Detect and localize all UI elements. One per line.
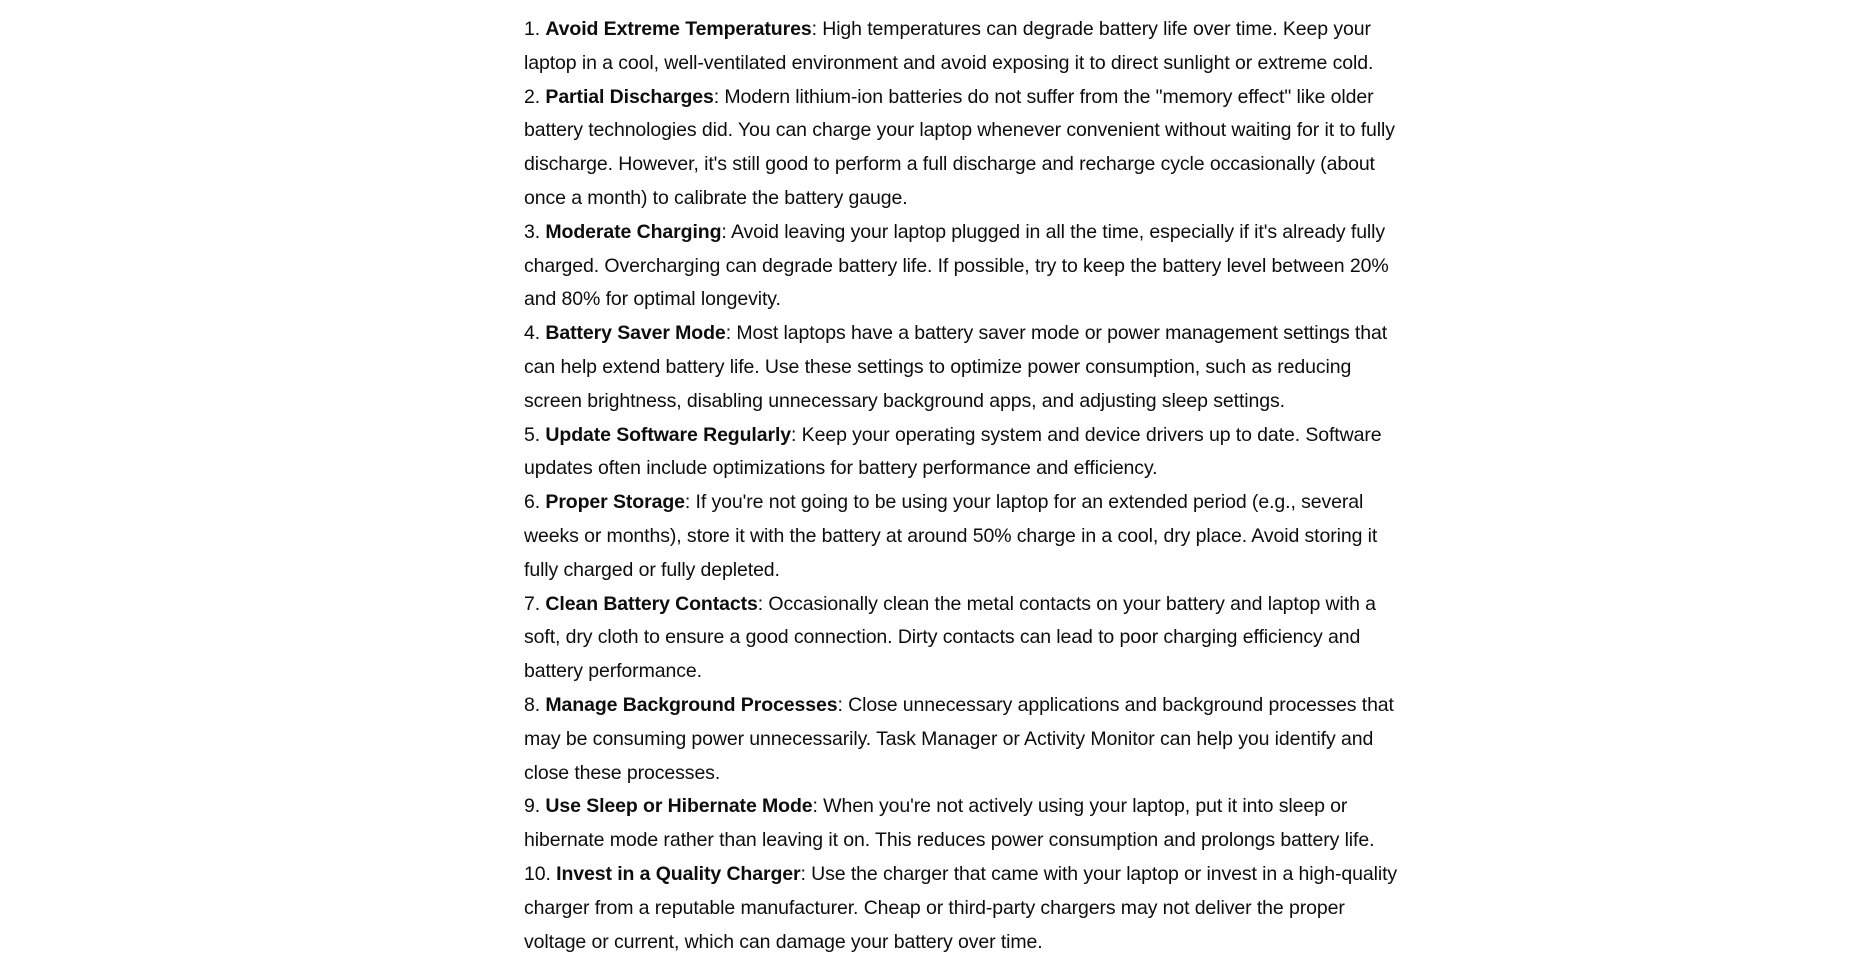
tip-title: Update Software Regularly xyxy=(545,423,792,446)
tip-title: Battery Saver Mode xyxy=(545,322,726,345)
list-item xyxy=(524,486,1404,587)
tip-title: Use Sleep or Hibernate Mode xyxy=(545,795,813,818)
list-item xyxy=(524,790,1404,858)
tip-text: : Occasionally clean the metal contacts on your battery and laptop with a soft, dry cloth to ensure a good connection. Dirty contacts can lead to poor charging efficiency and battery performance. xyxy=(524,592,1376,683)
tip-title: Clean Battery Contacts xyxy=(545,592,758,615)
tip-text: : Most laptops have a battery saver mode or power management settings that can help extend battery life. Use these settings to optimize power consumption, such as reducing screen brightness, disabling unnecessary background apps, and adjusting sleep settings. xyxy=(524,322,1388,412)
tip-text: : When you're not actively using your laptop, put it into sleep or hibernate mode rather than leaving it on. This reduces power consumption and prolongs battery life. xyxy=(524,795,1375,852)
list-item xyxy=(524,588,1404,689)
tip-title: Invest in a Quality Charger xyxy=(556,862,801,885)
tip-title: Moderate Charging xyxy=(545,220,722,243)
tip-number: 10. xyxy=(524,862,551,885)
tip-number: 1. xyxy=(524,18,541,40)
list-item xyxy=(524,419,1404,487)
tip-number: 9. xyxy=(524,795,541,818)
tip-text: : Use the charger that came with your laptop or invest in a high-quality charger from a reputable manufacturer. Cheap or third-party chargers may not deliver the proper voltage or current, which can damage your battery over time. xyxy=(524,862,1398,953)
tip-number: 2. xyxy=(524,85,541,108)
tip-title: Manage Background Processes xyxy=(545,693,838,716)
tip-text: : If you're not going to be using your laptop for an extended period (e.g., several weeks or months), store it with the battery at around 50% charge in a cool, dry place. Avoid storing it fully charged or fully depleted. xyxy=(524,491,1378,581)
tip-number: 5. xyxy=(524,423,541,446)
tip-title: Proper Storage xyxy=(545,491,685,514)
tip-text: : Keep your operating system and device drivers up to date. Software updates often include optimizations for battery performance and efficiency. xyxy=(524,423,1382,480)
tip-text: : Modern lithium-ion batteries do not suffer from the "memory effect" like older battery technologies did. You can charge your laptop whenever convenient without waiting for it to fully discharge. However, it's still good to perform a full discharge and recharge cycle occasionally (about once a month) to calibrate the battery gauge. xyxy=(524,85,1395,209)
tip-number: 3. xyxy=(524,220,541,243)
list-item xyxy=(524,689,1404,790)
list-item xyxy=(524,216,1404,317)
tip-number: 4. xyxy=(524,322,541,345)
message-content xyxy=(524,13,1404,959)
tip-number: 6. xyxy=(524,491,541,514)
tip-number: 8. xyxy=(524,693,541,716)
tips-list xyxy=(524,13,1404,959)
list-item xyxy=(524,858,1404,959)
tip-number: 7. xyxy=(524,592,541,615)
list-item xyxy=(524,317,1404,418)
tip-title: Avoid Extreme Temperatures xyxy=(545,18,812,40)
tip-text: : Avoid leaving your laptop plugged in all the time, especially if it's already fully charged. Overcharging can degrade battery life. If possible, try to keep the battery level between 20% and 80% for optimal longevity. xyxy=(524,220,1389,311)
tip-title: Partial Discharges xyxy=(545,85,714,108)
tip-text: : Close unnecessary applications and background processes that may be consuming power unnecessarily. Task Manager or Activity Monitor can help you identify and close these processes. xyxy=(524,693,1394,784)
list-item xyxy=(524,13,1404,81)
list-item xyxy=(524,81,1404,216)
tip-text: : High temperatures can degrade battery life over time. Keep your laptop in a cool, well-ventilated environment and avoid exposing it to direct sunlight or extreme cold. xyxy=(524,18,1374,74)
